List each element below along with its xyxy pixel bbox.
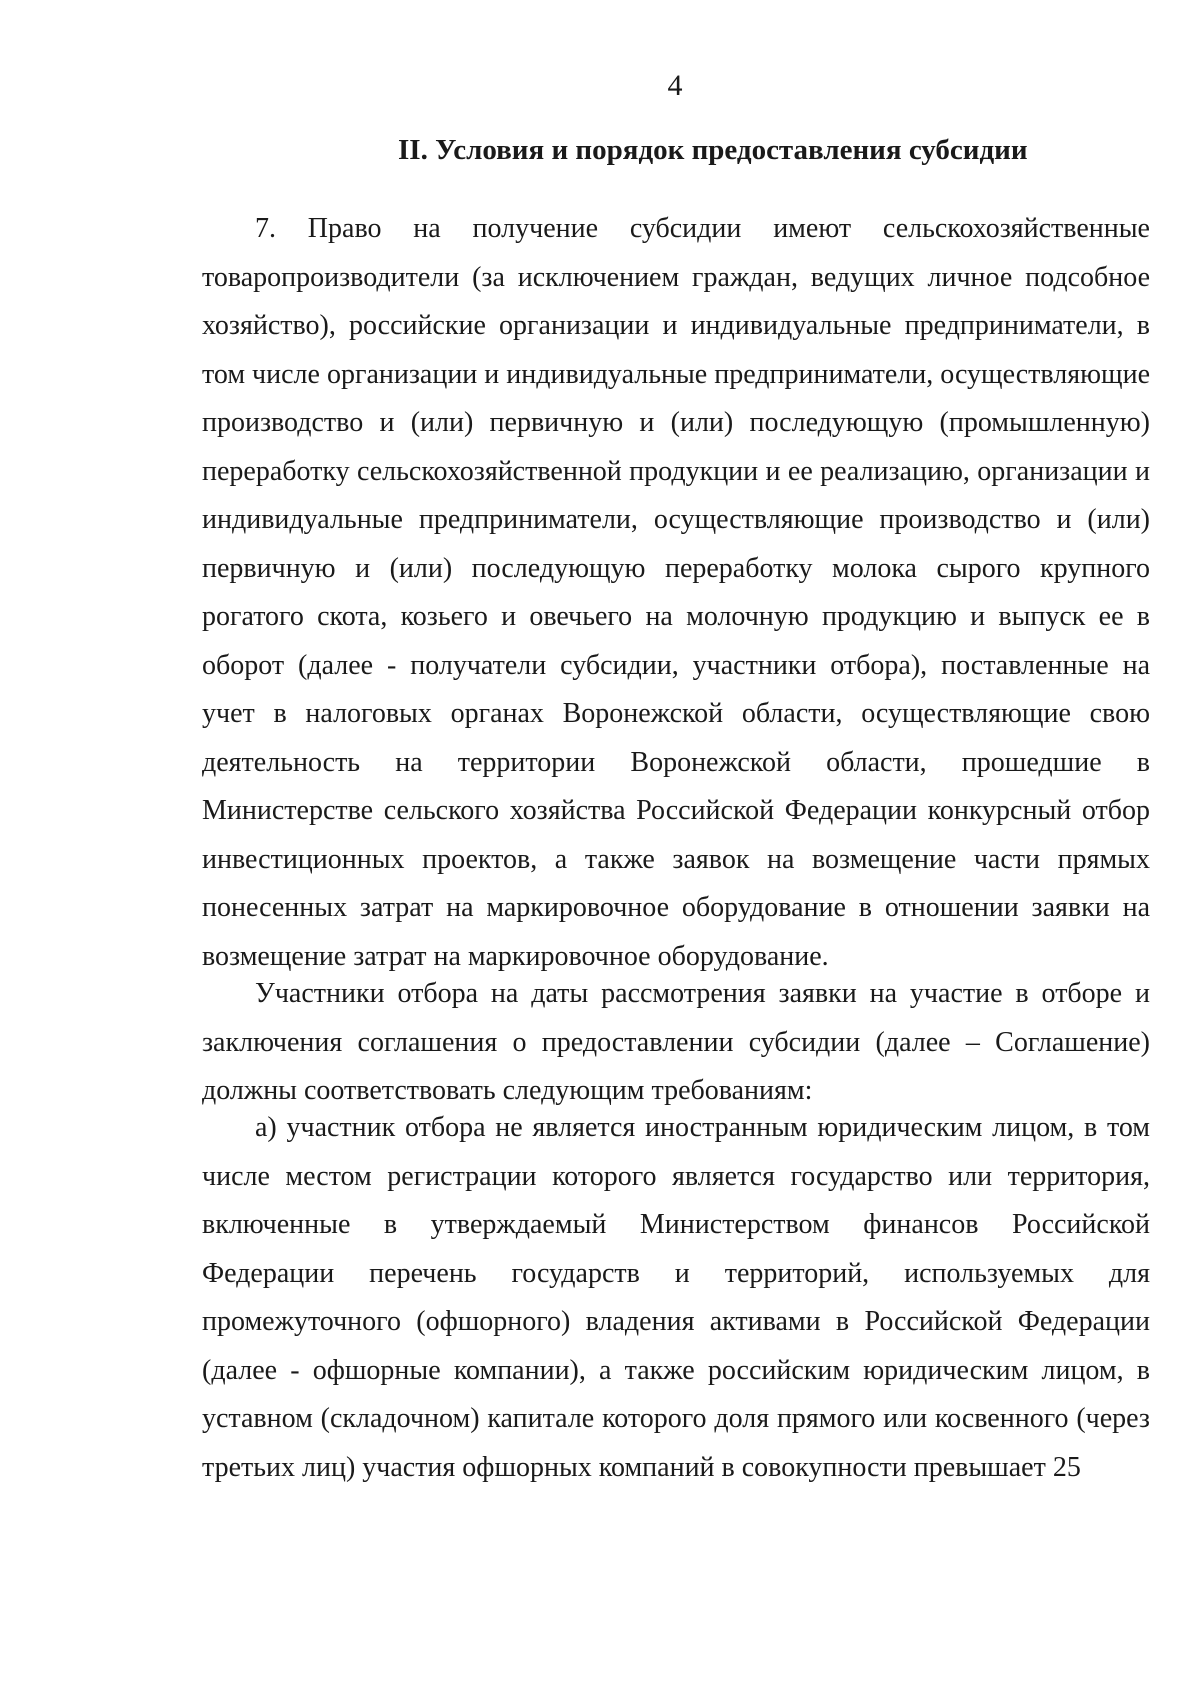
paragraph-text: 7. Право на получение субсидии имеют сельскохозяйственные товаропроизводители (за исключением граждан, ведущих личное подсобное хозяйство), российские организации и индивидуальные предприниматели, в том числе организации и индивидуальные предприниматели, осуществляющие производство и (или) первичную и (или) последующую (промышленную) переработку сельскохозяйственной продукции и ее реализацию, организации и индивидуальные предприниматели, осуществляющие производство и (или) первичную и (или) последующую переработку молока сырого крупного рогатого скота, козьего и овечьего на молочную продукцию и выпуск ее в оборот (далее - получатели субсидии, участники отбора), поставленные на учет в налоговых органах Воронежской области, осуществляющие свою деятельность на территории Воронежской области, прошедшие в Министерстве сельского хозяйства Российской Федерации конкурсный отбор инвестиционных проектов, а также заявок на возмещение части прямых понесенных затрат на маркировочное оборудование в отношении заявки на возмещение затрат на маркировочное оборудование. <box>202 213 1150 972</box>
page-number: 4 <box>667 69 683 102</box>
paragraph-text: Участники отбора на даты рассмотрения заявки на участие в отборе и заключения соглашения о предоставлении субсидии (далее – Соглашение) должны соответствовать следующим требованиям: <box>202 978 1150 1106</box>
section-heading: II. Условия и порядок предоставления субсидии <box>398 134 1028 166</box>
paragraph-requirements-intro <box>202 970 1150 1116</box>
paragraph-7 <box>202 205 1150 981</box>
paragraph-text: а) участник отбора не является иностранным юридическим лицом, в том числе местом регистрации которого является государство или территория, включенные в утверждаемый Министерством финансов Российской Федерации перечень государств и территорий, используемых для промежуточного (офшорного) владения активами в Российской Федерации (далее - офшорные компании), а также российским юридическим лицом, в уставном (складочном) капитале которого доля прямого или косвенного (через третьих лиц) участия офшорных компаний в совокупности превышает 25 <box>202 1112 1150 1483</box>
paragraph-requirement-a <box>202 1104 1150 1492</box>
